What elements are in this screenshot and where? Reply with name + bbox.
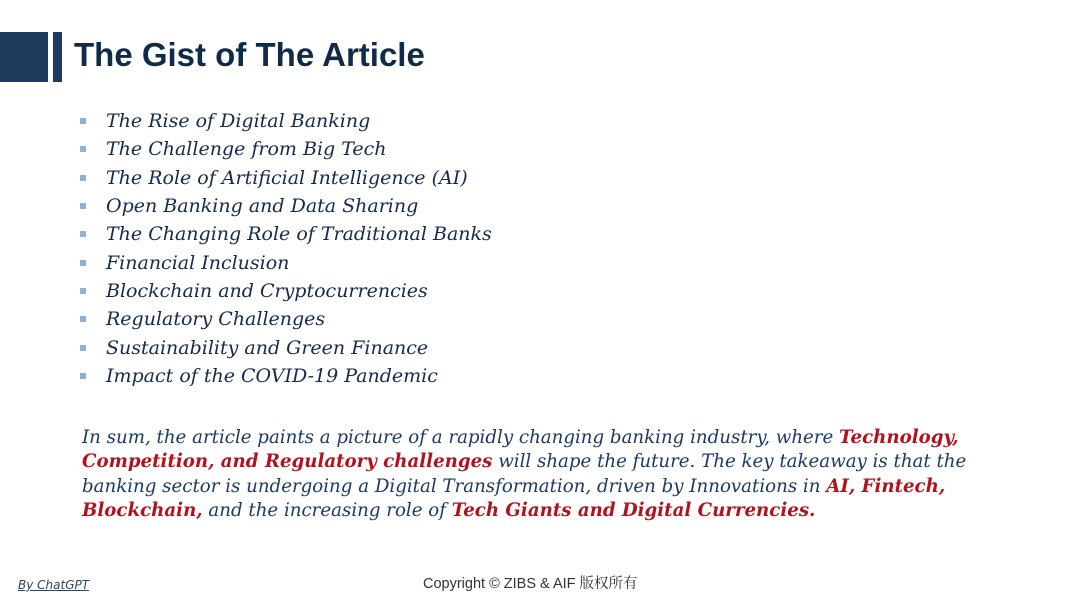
topic-text: Regulatory Challenges [106, 308, 326, 331]
square-bullet-icon [80, 288, 86, 294]
topic-text: The Role of Artificial Intelligence (AI) [106, 166, 468, 189]
square-bullet-icon [80, 345, 86, 351]
topic-text: Financial Inclusion [106, 251, 290, 274]
topic-text: Blockchain and Cryptocurrencies [106, 279, 428, 302]
summary-highlight: Tech Giants and Digital Currencies. [451, 500, 816, 522]
author-credit: By ChatGPT [18, 578, 90, 592]
list-item [80, 333, 492, 361]
list-item [80, 107, 492, 135]
list-item [80, 248, 492, 276]
copyright-notice: Copyright © ZIBS & AIF 版权所有 [423, 576, 638, 592]
topic-text: The Changing Role of Traditional Banks [106, 223, 492, 246]
list-item [80, 135, 492, 163]
topic-text: Sustainability and Green Finance [106, 336, 429, 359]
summary-text: and the increasing role of [202, 500, 452, 522]
summary-text: In sum, the article paints a picture of a rapidly changing banking industry, where [82, 427, 840, 448]
slide-title: The Gist of The Article [74, 36, 425, 73]
square-bullet-icon [80, 175, 86, 181]
summary-paragraph [82, 426, 967, 524]
summary-text: will shape the future. The key takeaway is that the banking sector is undergoing a Digital Transformation, driven by Innovations in [82, 451, 967, 497]
topic-list [80, 107, 492, 390]
square-bullet-icon [80, 373, 86, 379]
topic-text: Open Banking and Data Sharing [106, 195, 419, 218]
list-item [80, 305, 492, 333]
list-item [80, 192, 492, 220]
topic-text: Impact of the COVID-19 Pandemic [106, 364, 438, 387]
list-item [80, 164, 492, 192]
square-bullet-icon [80, 146, 86, 152]
list-item [80, 277, 492, 305]
square-bullet-icon [80, 260, 86, 266]
topic-text: The Challenge from Big Tech [106, 138, 387, 161]
list-item [80, 220, 492, 248]
square-bullet-icon [80, 118, 86, 124]
square-bullet-icon [80, 203, 86, 209]
summary-highlight: AI, Fintech, Blockchain, [82, 475, 946, 522]
square-bullet-icon [80, 231, 86, 237]
summary-highlight: Technology, Competition, and Regulatory challenges [82, 427, 959, 473]
title-accent-bar [53, 32, 62, 82]
list-item [80, 362, 492, 390]
topic-text: The Rise of Digital Banking [106, 110, 371, 133]
square-bullet-icon [80, 316, 86, 322]
title-accent-block [0, 32, 48, 82]
